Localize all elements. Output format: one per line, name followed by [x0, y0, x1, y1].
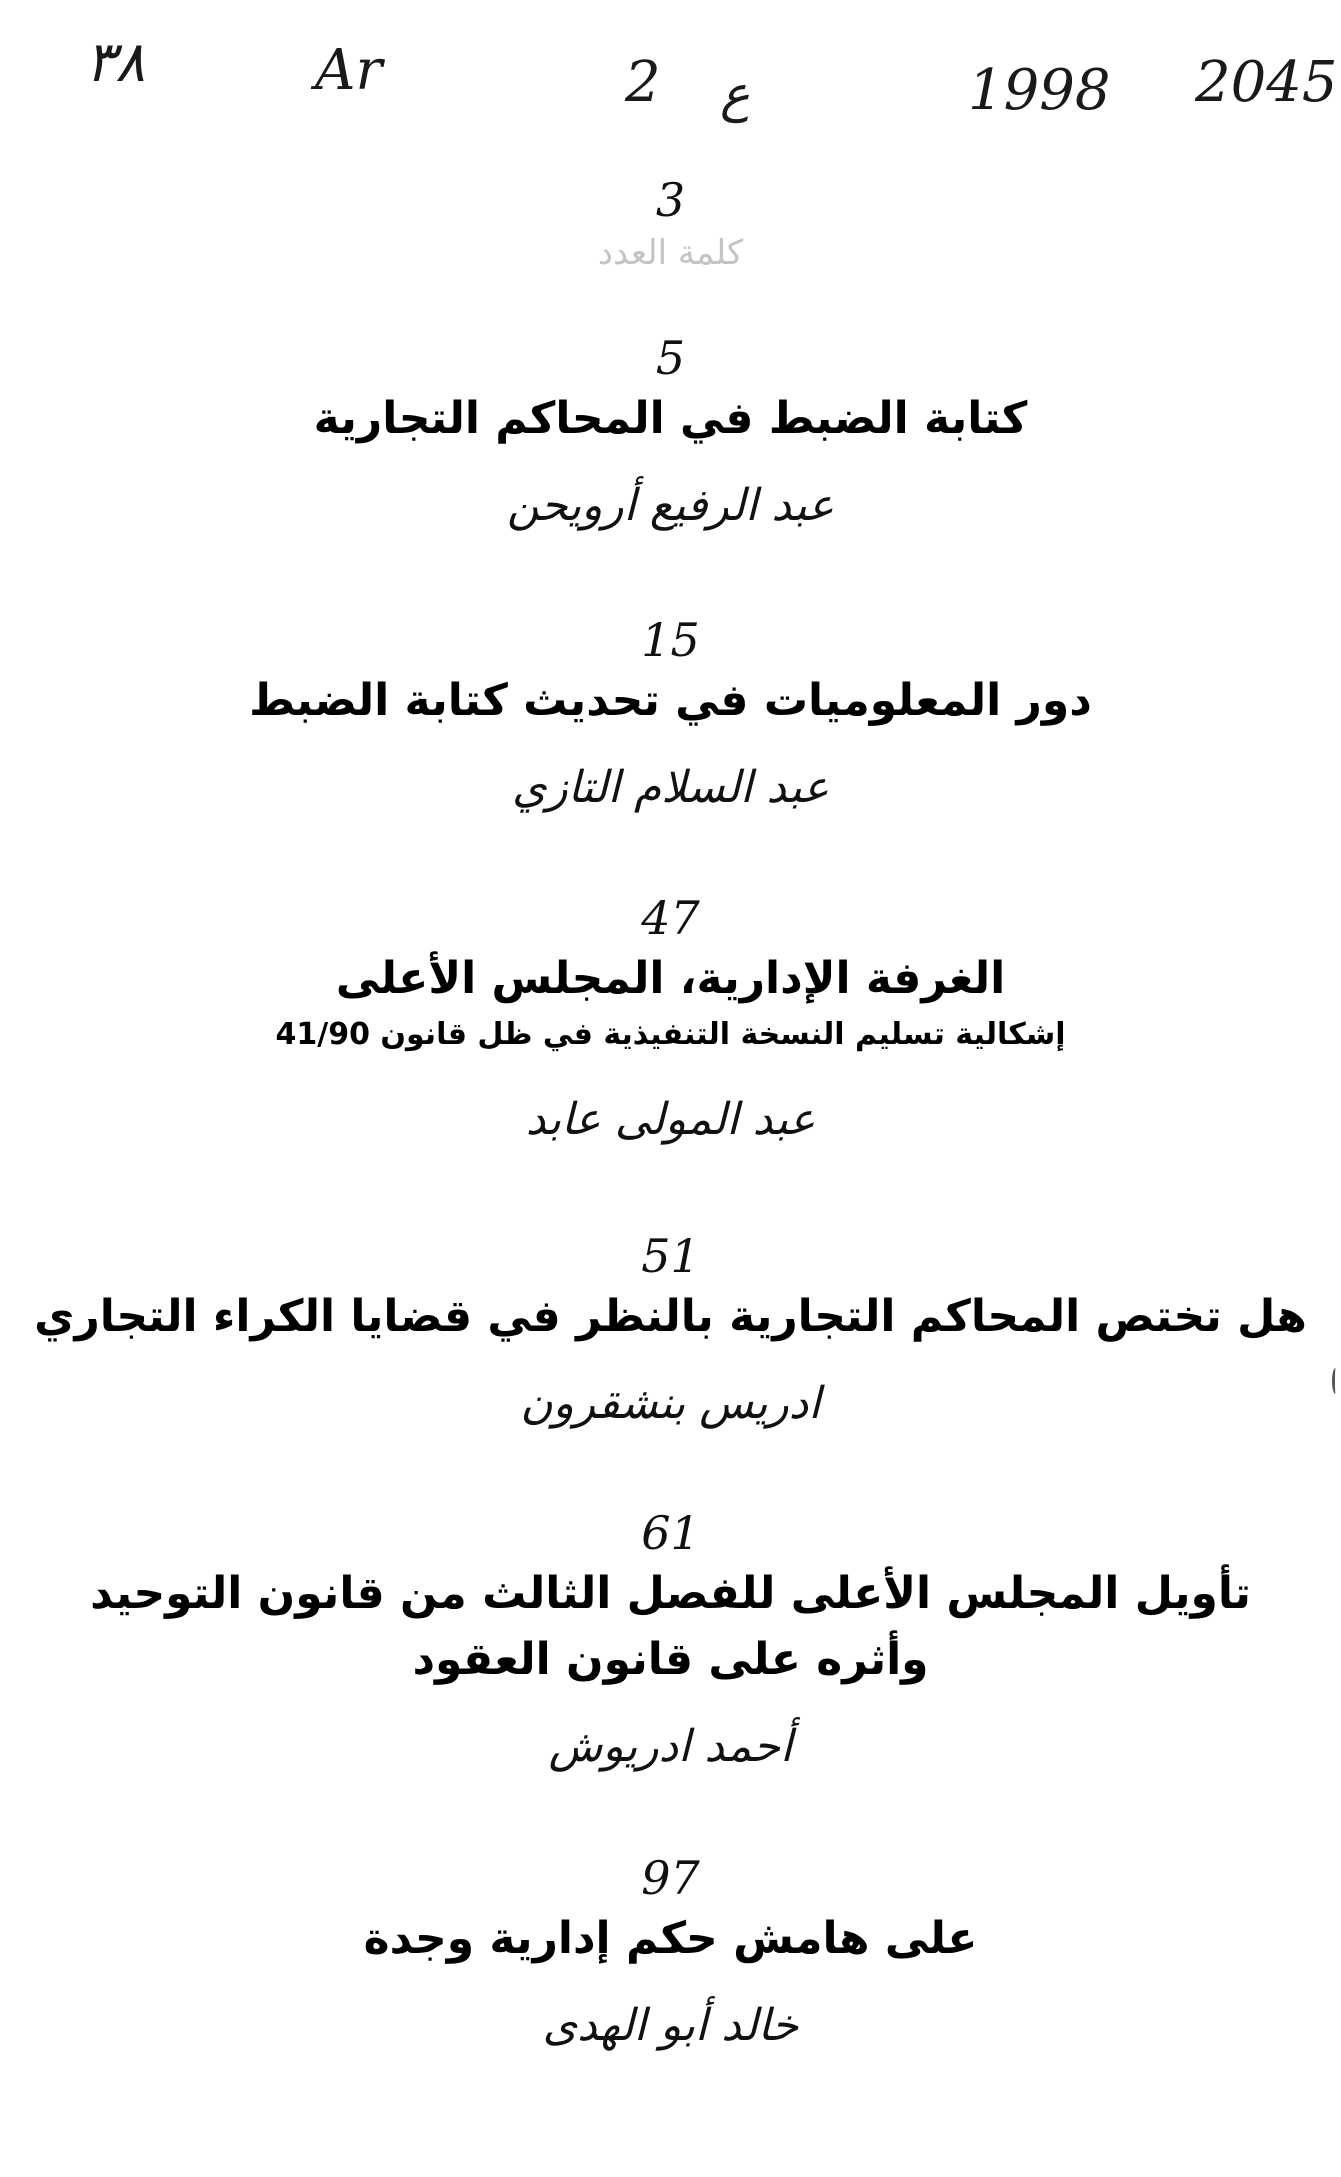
page-number: 51	[641, 1229, 700, 1283]
header-note: 1998	[968, 58, 1111, 123]
page-number: 61	[641, 1506, 700, 1560]
handwritten-header-notes	[0, 20, 1341, 140]
entry-title-line-2: وأثره على قانون العقود	[412, 1634, 929, 1685]
page-number: 97	[641, 1851, 700, 1905]
toc-entry	[0, 612, 1341, 820]
page-number: 47	[641, 891, 700, 945]
page-number: 3	[655, 173, 686, 227]
entry-subtitle: إشكالية تسليم النسخة التنفيذية في ظل قانون 41/90	[275, 1017, 1066, 1052]
page-number: 15	[641, 613, 700, 667]
scan-edge-mark	[1332, 1368, 1339, 1394]
entry-title: على هامش حكم إدارية وجدة	[363, 1913, 978, 1964]
toc-entry	[0, 890, 1341, 1152]
entry-title: دور المعلوميات في تحديث كتابة الضبط	[249, 675, 1092, 726]
entry-author: ادريس بنشقرون	[520, 1378, 821, 1429]
entry-title: كلمة العدد	[597, 233, 744, 273]
entry-author: عبد المولى عابد	[525, 1094, 816, 1145]
entry-author: عبد الرفيع أرويحن	[506, 480, 835, 531]
entry-title: هل تختص المحاكم التجارية بالنظر في قضايا الكراء التجاري	[34, 1291, 1307, 1342]
header-note: ٣٨	[85, 30, 146, 95]
entry-author: عبد السلام التازي	[512, 762, 829, 813]
entry-author: أحمد ادريوش	[548, 1721, 793, 1772]
page-number: 5	[655, 331, 686, 385]
header-note: ع	[720, 65, 750, 123]
entry-title: كتابة الضبط في المحاكم التجارية	[313, 393, 1028, 444]
entry-author: خالد أبو الهدى	[542, 2000, 799, 2051]
toc-entry	[0, 172, 1341, 278]
entry-title: الغرفة الإدارية، المجلس الأعلى	[335, 953, 1006, 1004]
toc-entry	[0, 1505, 1341, 1779]
toc-entry	[0, 1850, 1341, 2058]
header-note: 2045	[1195, 50, 1338, 115]
toc-entry	[0, 1228, 1341, 1436]
entry-title-line-1: تأويل المجلس الأعلى للفصل الثالث من قانون التوحيد	[90, 1568, 1251, 1619]
header-note: 2	[625, 50, 661, 115]
toc-entry	[0, 330, 1341, 538]
header-note: Ar	[315, 38, 383, 103]
